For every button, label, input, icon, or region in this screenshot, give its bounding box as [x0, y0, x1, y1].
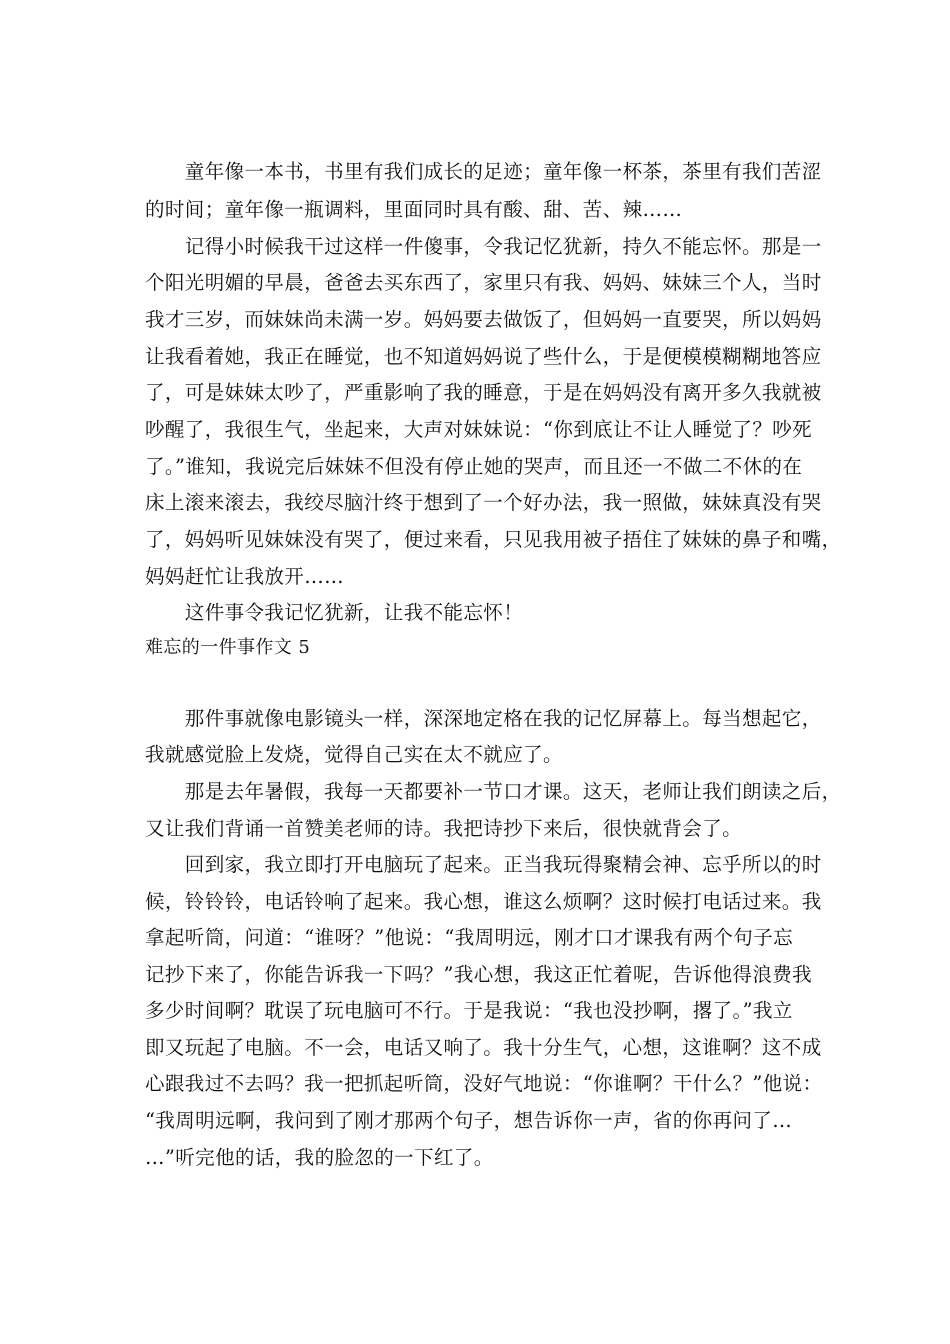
- text-line: 这件事令我记忆犹新，让我不能忘怀！: [145, 601, 524, 624]
- text-line: 的时间；童年像一瓶调料，里面同时具有酸、甜、苦、辣……: [145, 198, 683, 221]
- text-line: 了，可是妹妹太吵了，严重影响了我的睡意，于是在妈妈没有离开多久我就被: [145, 381, 822, 404]
- text-line: 床上滚来滚去，我绞尽脑汁终于想到了一个好办法，我一照做，妹妹真没有哭: [145, 491, 822, 514]
- text-line: 记抄下来了，你能告诉我一下吗？”我心想，我这正忙着呢，告诉他得浪费我: [145, 963, 813, 986]
- text-line: 妈妈赶忙让我放开……: [145, 565, 345, 588]
- text-line: …”听完他的话，我的脸忽的一下红了。: [145, 1146, 494, 1169]
- section-heading: 难忘的一件事作文 5: [145, 637, 311, 658]
- text-line: 我就感觉脸上发烧，觉得自己实在太不就应了。: [145, 743, 563, 766]
- text-line: 候，铃铃铃，电话铃响了起来。我心想，谁这么烦啊？这时候打电话过来。我: [145, 890, 822, 913]
- text-line: 童年像一本书，书里有我们成长的足迹；童年像一杯茶，茶里有我们苦涩: [145, 160, 822, 183]
- text-line: 了，妈妈听见妹妹没有哭了，便过来看，只见我用被子捂住了妹妹的鼻子和嘴，: [145, 528, 842, 551]
- text-line: 个阳光明媚的早晨，爸爸去买东西了，家里只有我、妈妈、妹妹三个人，当时: [145, 271, 822, 294]
- text-line: 心跟我过不去吗？我一把抓起听筒，没好气地说：“你谁啊？干什么？”他说：: [145, 1072, 823, 1095]
- text-line: 即又玩起了电脑。不一会，电话又响了。我十分生气，心想，这谁啊？这不成: [145, 1036, 822, 1059]
- text-line: 了。”谁知，我说完后妹妹不但没有停止她的哭声，而且还一不做二不休的在: [145, 455, 803, 478]
- text-line: 那件事就像电影镜头一样，深深地定格在我的记忆屏幕上。每当想起它，: [145, 707, 822, 730]
- text-line: 又让我们背诵一首赞美老师的诗。我把诗抄下来后，很快就背会了。: [145, 817, 743, 840]
- text-line: 那是去年暑假，我每一天都要补一节口才课。这天，老师让我们朗读之后，: [145, 780, 842, 803]
- text-line: 记得小时候我干过这样一件傻事，令我记忆犹新，持久不能忘怀。那是一: [145, 235, 822, 258]
- text-line: 回到家，我立即打开电脑玩了起来。正当我玩得聚精会神、忘乎所以的时: [145, 853, 822, 876]
- text-line: 拿起听筒，问道：“谁呀？”他说：“我周明远，刚才口才课我有两个句子忘: [145, 926, 794, 949]
- text-line: 多少时间啊？耽误了玩电脑可不行。于是我说：“我也没抄啊，撂了。”我立: [145, 999, 793, 1022]
- text-line: “我周明远啊，我问到了刚才那两个句子，想告诉你一声，省的你再问了…: [145, 1109, 793, 1132]
- text-line: 我才三岁，而妹妹尚未满一岁。妈妈要去做饭了，但妈妈一直要哭，所以妈妈: [145, 308, 822, 331]
- text-line: 让我看着她，我正在睡觉，也不知道妈妈说了些什么，于是便模模糊糊地答应: [145, 345, 822, 368]
- text-line: 吵醒了，我很生气，坐起来，大声对妹妹说：“你到底让不让人睡觉了？吵死: [145, 418, 813, 441]
